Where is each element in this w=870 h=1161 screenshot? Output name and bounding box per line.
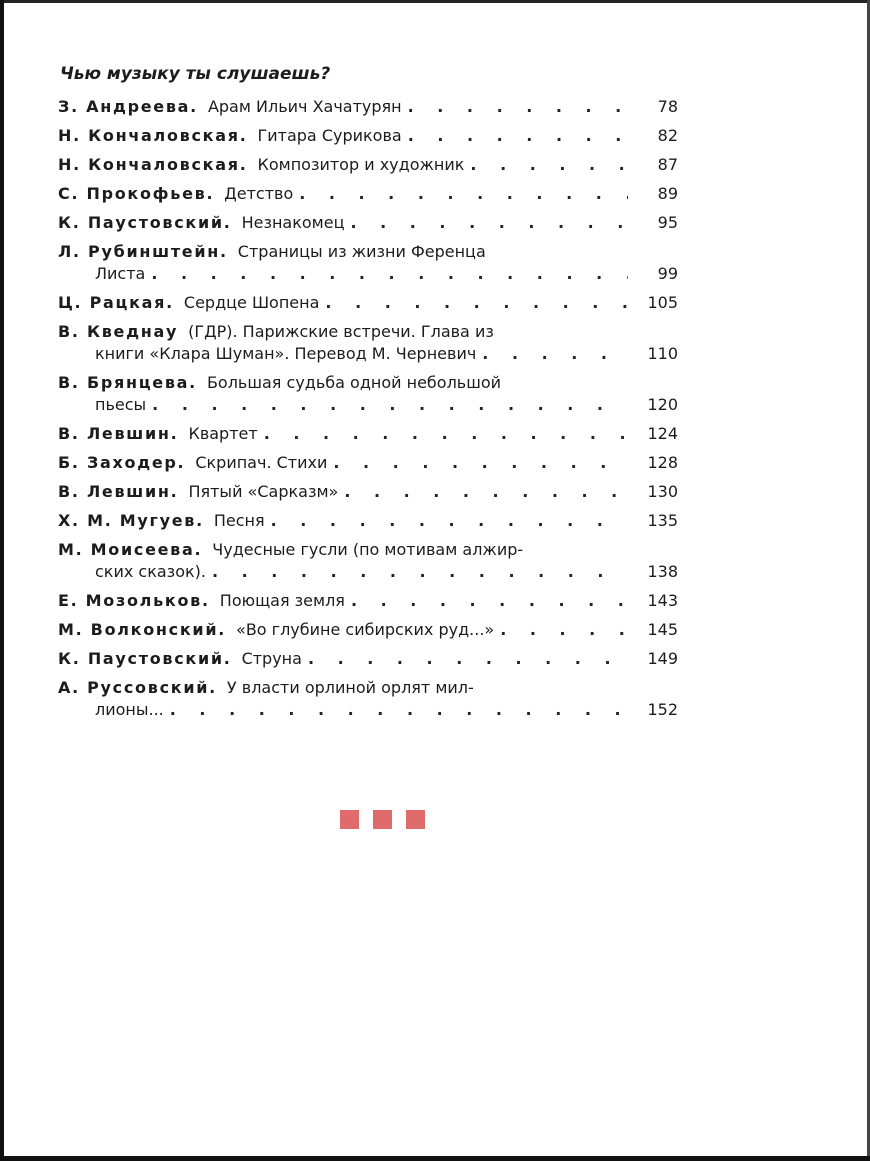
ornament-square <box>406 810 425 829</box>
dot-leader <box>271 510 628 532</box>
dot-leader <box>482 343 628 365</box>
toc-author: Ц. Рацкая. <box>58 293 174 312</box>
toc-page-number: 78 <box>657 97 678 116</box>
toc-line <box>58 423 678 445</box>
dot-leader <box>264 423 628 445</box>
toc-entry <box>58 96 678 118</box>
dot-leader <box>308 648 628 670</box>
toc-title: (ГДР). Парижские встречи. Глава из <box>188 322 494 341</box>
toc-entry <box>58 539 678 583</box>
ornament-square <box>373 810 392 829</box>
toc-title: Пятый «Сарказм» <box>188 482 339 501</box>
toc-author: В. Левшин. <box>58 424 179 443</box>
toc-author: М. Волконский. <box>58 620 227 639</box>
toc-line <box>58 183 678 205</box>
toc-page-number: 89 <box>657 184 678 203</box>
toc-title: Страницы из жизни Ференца <box>237 242 486 261</box>
toc-entry <box>58 183 678 205</box>
toc-title: Детство <box>224 184 294 203</box>
toc-entry <box>58 212 678 234</box>
toc-author: К. Паустовский. <box>58 649 232 668</box>
dot-leader <box>325 292 628 314</box>
toc-page-number: 138 <box>647 562 678 581</box>
toc-title-continued: ских сказок). <box>95 562 206 581</box>
toc-title-continued: пьесы <box>95 395 147 414</box>
toc-title: Поющая земля <box>219 591 345 610</box>
toc-line <box>58 481 678 503</box>
toc-line <box>58 321 678 343</box>
dot-leader <box>351 590 628 612</box>
toc-entry <box>58 648 678 670</box>
toc-page-number: 149 <box>647 649 678 668</box>
toc-line <box>58 590 678 612</box>
toc-line <box>58 539 678 561</box>
toc-title: Сердце Шопена <box>183 293 320 312</box>
toc-page-number: 124 <box>647 424 678 443</box>
toc-author: С. Прокофьев. <box>58 184 215 203</box>
toc-entry <box>58 423 678 445</box>
dot-leader <box>470 154 628 176</box>
toc-entry <box>58 677 678 721</box>
toc-author: Б. Заходер. <box>58 453 186 472</box>
toc-author: Е. Мозольков. <box>58 591 210 610</box>
toc-title: «Во глубине сибирских руд...» <box>236 620 495 639</box>
toc-author: Н. Кончаловская. <box>58 155 248 174</box>
toc-title: Песня <box>213 511 265 530</box>
toc-author: В. Левшин. <box>58 482 179 501</box>
page-edge-bottom <box>0 1156 870 1161</box>
toc-page-number: 152 <box>647 700 678 719</box>
toc-title: Большая судьба одной небольшой <box>206 373 502 392</box>
dot-leader <box>350 212 628 234</box>
toc-line <box>58 125 678 147</box>
table-of-contents <box>58 96 678 728</box>
page-edge-left <box>0 0 4 1161</box>
toc-line <box>58 241 678 263</box>
toc-line <box>58 372 678 394</box>
toc-title-continued: Листа <box>95 264 146 283</box>
toc-page-number: 82 <box>657 126 678 145</box>
toc-line <box>58 619 678 641</box>
toc-page-number: 130 <box>647 482 678 501</box>
toc-entry <box>58 619 678 641</box>
toc-title: Гитара Сурикова <box>257 126 402 145</box>
toc-title: Чудесные гусли (по мотивам алжир- <box>212 540 524 559</box>
toc-title: Квартет <box>188 424 258 443</box>
toc-page-number: 145 <box>647 620 678 639</box>
toc-author: В. Брянцева. <box>58 373 197 392</box>
page-edge-top <box>0 0 870 3</box>
ornament-square <box>340 810 359 829</box>
toc-author: З. Андреева. <box>58 97 198 116</box>
toc-title-continued: лионы... <box>95 700 164 719</box>
toc-author: Л. Рубинштейн. <box>58 242 228 261</box>
toc-entry <box>58 154 678 176</box>
dot-leader <box>333 452 628 474</box>
toc-title: Незнакомец <box>241 213 345 232</box>
toc-line <box>58 96 678 118</box>
toc-page-number: 120 <box>647 395 678 414</box>
toc-author: Н. Кончаловская. <box>58 126 248 145</box>
toc-entry <box>58 590 678 612</box>
toc-line-continued <box>58 343 678 365</box>
toc-title: Скрипач. Стихи <box>195 453 328 472</box>
dot-leader <box>151 263 628 285</box>
toc-page-number: 128 <box>647 453 678 472</box>
toc-line <box>58 154 678 176</box>
toc-line-continued <box>58 263 678 285</box>
toc-title: У власти орлиной орлят мил- <box>226 678 474 697</box>
toc-line-continued <box>58 561 678 583</box>
section-title: Чью музыку ты слушаешь? <box>60 64 331 84</box>
toc-page-number: 135 <box>647 511 678 530</box>
toc-line <box>58 292 678 314</box>
toc-line <box>58 510 678 532</box>
toc-line <box>58 452 678 474</box>
toc-entry <box>58 241 678 285</box>
toc-author: В. Кведнау <box>58 322 179 341</box>
toc-page-number: 105 <box>647 293 678 312</box>
toc-title: Арам Ильич Хачатурян <box>207 97 402 116</box>
toc-page-number: 99 <box>657 264 678 283</box>
toc-line <box>58 648 678 670</box>
dot-leader <box>344 481 628 503</box>
toc-author: А. Руссовский. <box>58 678 217 697</box>
toc-entry <box>58 321 678 365</box>
toc-author: К. Паустовский. <box>58 213 232 232</box>
toc-line <box>58 677 678 699</box>
ornament <box>340 810 425 829</box>
toc-line-continued <box>58 394 678 416</box>
dot-leader <box>408 125 628 147</box>
toc-line-continued <box>58 699 678 721</box>
toc-author: М. Моисеева. <box>58 540 203 559</box>
toc-page-number: 143 <box>647 591 678 610</box>
toc-entry <box>58 481 678 503</box>
toc-title: Композитор и художник <box>257 155 465 174</box>
toc-title-continued: книги «Клара Шуман». Перевод М. Черневич <box>95 344 477 363</box>
toc-title: Струна <box>241 649 302 668</box>
toc-entry <box>58 125 678 147</box>
toc-author: Х. М. Мугуев. <box>58 511 204 530</box>
dot-leader <box>212 561 628 583</box>
toc-page-number: 87 <box>657 155 678 174</box>
toc-page-number: 110 <box>647 344 678 363</box>
toc-entry <box>58 452 678 474</box>
dot-leader <box>152 394 628 416</box>
toc-entry <box>58 510 678 532</box>
dot-leader <box>500 619 628 641</box>
toc-entry <box>58 292 678 314</box>
dot-leader <box>408 96 628 118</box>
toc-entry <box>58 372 678 416</box>
toc-page-number: 95 <box>657 213 678 232</box>
toc-line <box>58 212 678 234</box>
dot-leader <box>170 699 628 721</box>
dot-leader <box>299 183 628 205</box>
